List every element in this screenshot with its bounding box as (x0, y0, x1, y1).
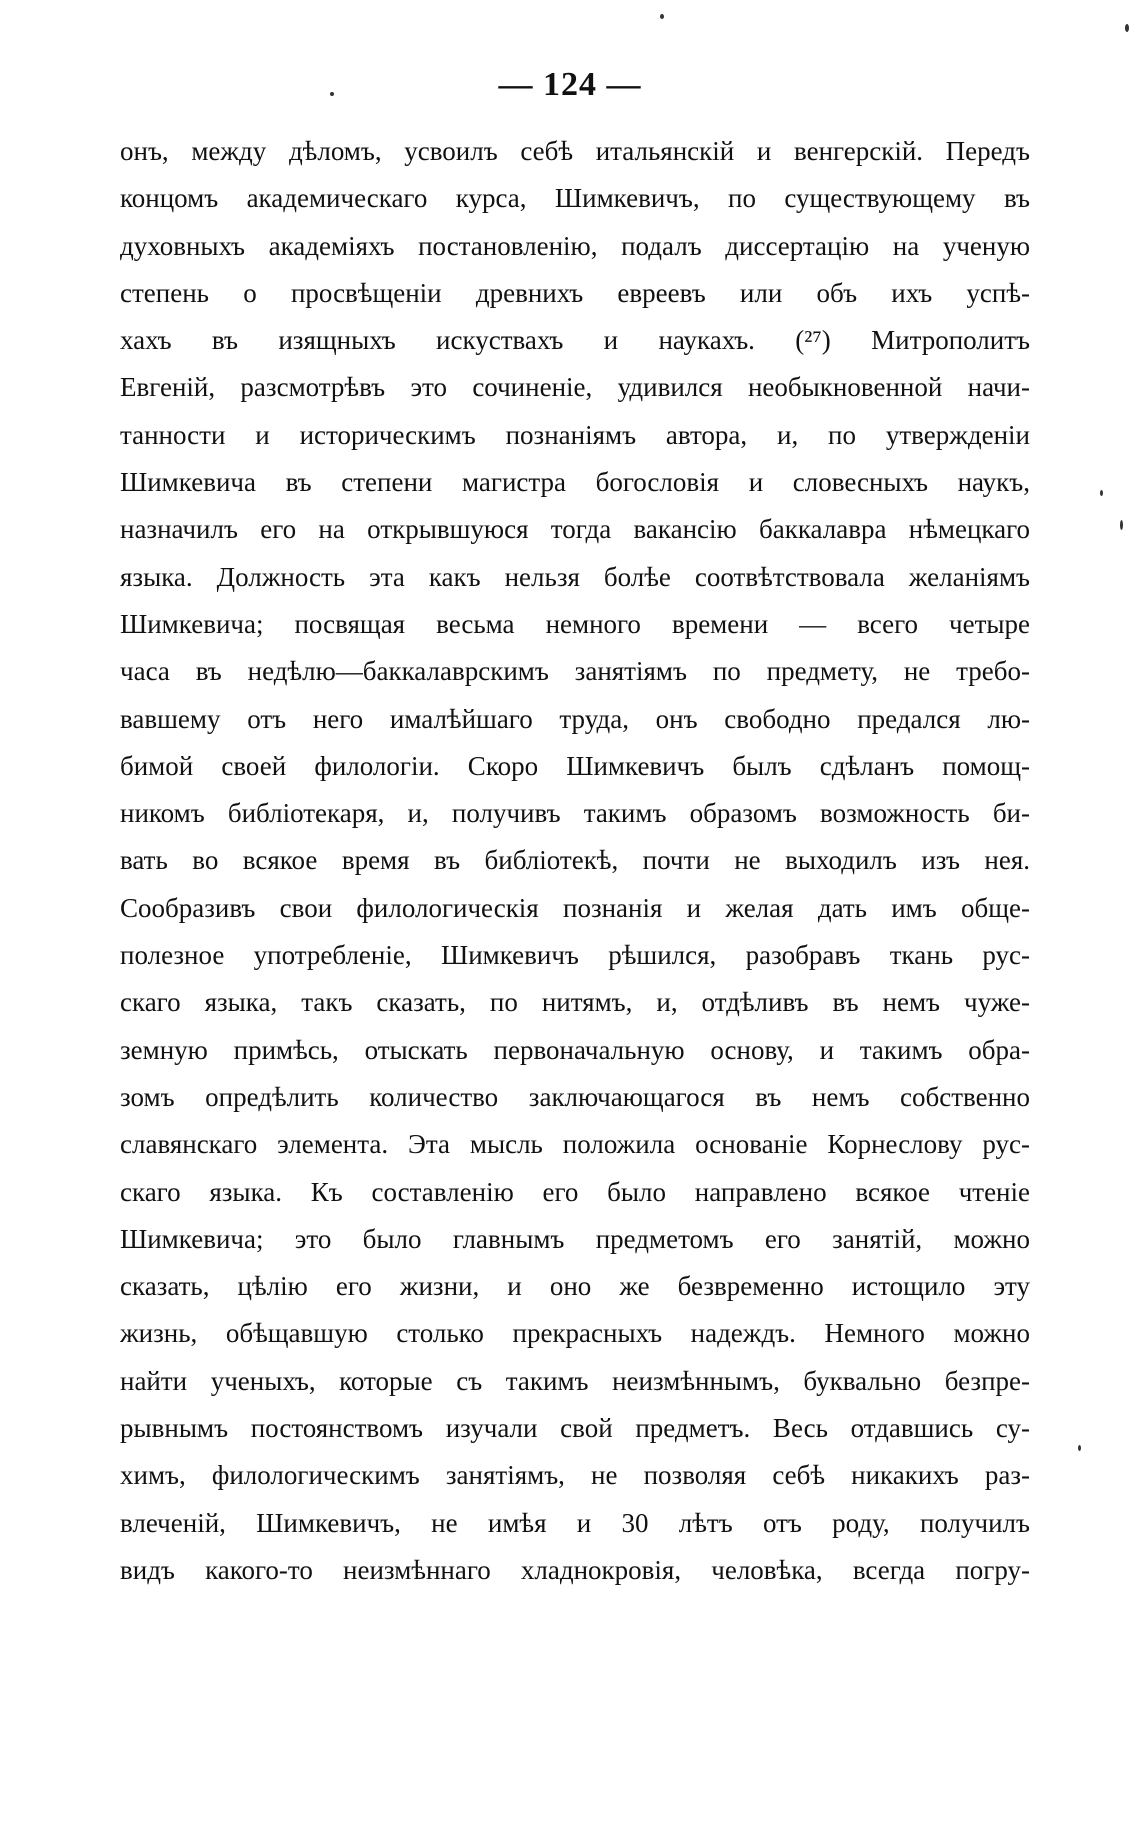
text-line: Шимкевича въ степени магистра богословія и словесныхъ наукъ, (120, 467, 1030, 498)
text-line: влеченій, Шимкевичъ, не имѣя и 30 лѣтъ отъ роду, получилъ (120, 1507, 1030, 1538)
text-line: Шимкевича; это было главнымъ предметомъ его занятій, можно (120, 1223, 1030, 1254)
text-line: вавшему отъ него ималѣйшаго труда, онъ свободно предался лю- (120, 703, 1030, 734)
text-line: танности и историческимъ познаніямъ автора, и, по утвержденіи (120, 419, 1030, 450)
text-line: концомъ академическаго курса, Шимкевичъ, по существующему въ (120, 183, 1030, 214)
page-number: — 124 — (498, 66, 642, 103)
scan-speck (330, 92, 334, 96)
text-line: найти ученыхъ, которые съ такимъ неизмѣннымъ, буквально безпре- (120, 1365, 1030, 1396)
text-line: степень о просвѣщеніи древнихъ евреевъ или объ ихъ успѣ- (120, 277, 1030, 308)
text-line: Шимкевича; посвящая весьма немного времени — всего четыре (120, 608, 1030, 639)
text-line: онъ, между дѣломъ, усвоилъ себѣ итальянскій и венгерскій. Передъ (120, 136, 1030, 166)
text-line: сказать, цѣлію его жизни, и оно же безвременно истощило эту (120, 1271, 1030, 1302)
text-line: скаго языка, такъ сказать, по нитямъ, и, отдѣливъ въ немъ чуже- (120, 987, 1030, 1018)
text-line: полезное употребленіе, Шимкевичъ рѣшился, разобравъ ткань рус- (120, 940, 1030, 971)
text-line: славянскаго элемента. Эта мысль положила основаніе Корнеслову рус- (120, 1129, 1030, 1160)
text-line: вать во всякое время въ библіотекѣ, почти не выходилъ изъ нея. (120, 845, 1030, 876)
text-line: скаго языка. Къ составленію его было направлено всякое чтеніе (120, 1176, 1030, 1207)
text-line: земную примѣсь, отыскать первоначальную основу, и такимъ обра- (120, 1034, 1030, 1065)
text-line: жизнь, обѣщавшую столько прекрасныхъ надеждъ. Немного можно (120, 1318, 1030, 1349)
text-line: бимой своей филологіи. Скоро Шимкевичъ былъ сдѣланъ помощ- (120, 750, 1030, 781)
scan-speck (1078, 1445, 1081, 1451)
scan-speck (1100, 490, 1103, 496)
text-line: рывнымъ постоянствомъ изучали свой предметъ. Весь отдавшись су- (120, 1413, 1030, 1444)
scan-speck (660, 14, 664, 19)
text-line: часа въ недѣлю—баккалаврскимъ занятіямъ по предмету, не требо- (120, 656, 1030, 687)
text-line: духовныхъ академіяхъ постановленію, подалъ диссертацію на ученую (120, 230, 1030, 261)
text-line: Евгеній, разсмотрѣвъ это сочиненіе, удивился необыкновенной начи- (120, 372, 1030, 403)
scan-speck (1125, 24, 1129, 32)
text-line: химъ, филологическимъ занятіямъ, не позволяя себѣ никакихъ раз- (120, 1460, 1030, 1491)
text-line: Сообразивъ свои филологическія познанія и желая дать имъ обще- (120, 892, 1030, 923)
body-text (120, 128, 1030, 1594)
text-line: языка. Должность эта какъ нельзя болѣе соотвѣтствовала желаніямъ (120, 561, 1030, 592)
text-line: зомъ опредѣлить количество заключающагося въ немъ собственно (120, 1081, 1030, 1112)
text-line: никомъ библіотекаря, и, получивъ такимъ образомъ возможность би- (120, 798, 1030, 829)
text-line: назначилъ его на открывшуюся тогда вакансію баккалавра нѣмецкаго (120, 514, 1030, 545)
scan-speck (1120, 520, 1123, 530)
text-line: хахъ въ изящныхъ искуствахъ и наукахъ. (²⁷) Митрополитъ (120, 325, 1030, 356)
text-line: видъ какого-то неизмѣннаго хладнокровія, человѣка, всегда погру- (120, 1554, 1030, 1585)
